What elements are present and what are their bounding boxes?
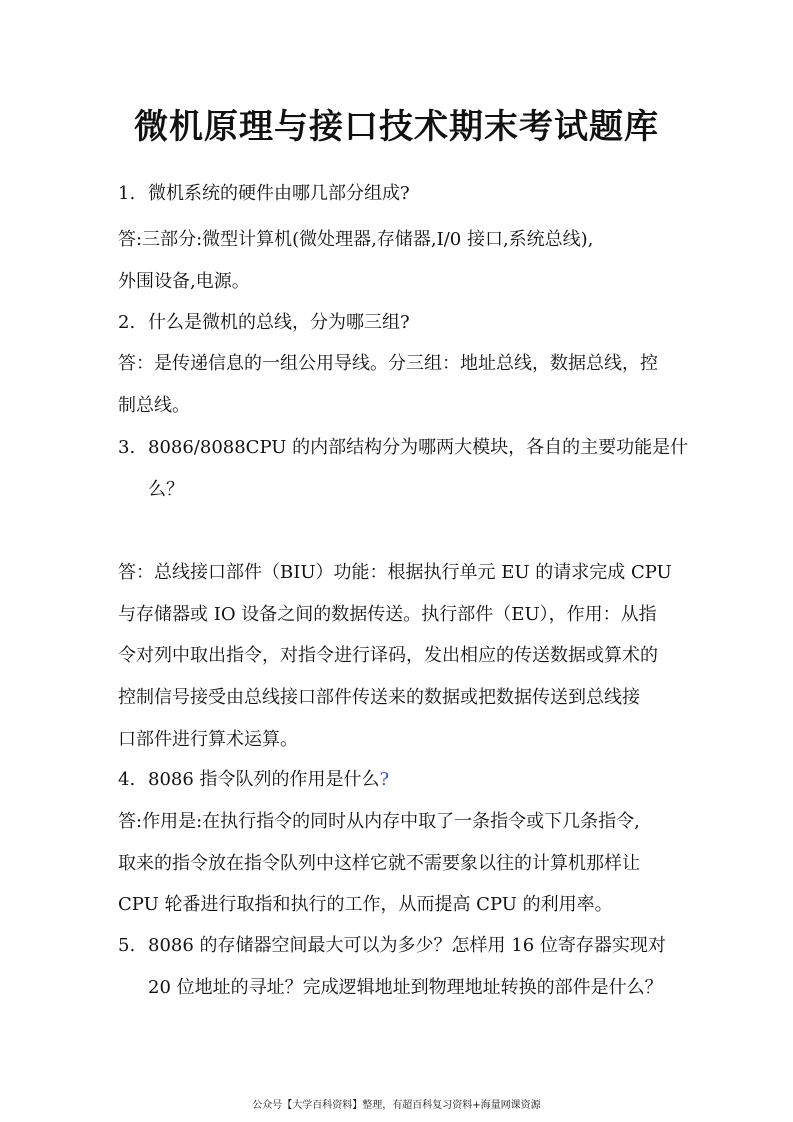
- answer-line: 答:三部分:微型计算机(微处理器,存储器,I/0 接口,系统总线),: [118, 229, 594, 250]
- page-title: 微机原理与接口技术期末考试题库: [134, 107, 659, 147]
- question-text: 什么是微机的总线，分为哪三组?: [148, 312, 410, 333]
- question-text: 微机系统的硬件由哪几部分组成?: [148, 183, 410, 204]
- question-text-cont: 么？: [148, 479, 184, 500]
- question-1: [118, 185, 410, 203]
- page-footer: 公众号【大学百科资料】整理，有超百科复习资料+海量网课资源: [252, 1100, 541, 1111]
- question-2: [118, 314, 410, 332]
- question-number: 4.: [118, 769, 136, 790]
- question-text: 8086/8088CPU 的内部结构分为哪两大模块，各自的主要功能是什: [148, 437, 689, 458]
- answer-line: 外围设备,电源。: [118, 271, 250, 292]
- question-5: [118, 937, 666, 955]
- answer-line: 口部件进行算术运算。: [118, 729, 298, 750]
- question-text-cont: 20 位地址的寻址？完成逻辑地址到物理地址转换的部件是什么？: [148, 977, 663, 998]
- answer-line: 制总线。: [118, 395, 190, 416]
- question-number: 2.: [118, 312, 136, 333]
- question-number: 1.: [118, 183, 136, 204]
- answer-line: 与存储器或 IO 设备之间的数据传送。执行部件（EU），作用：从指: [118, 604, 657, 625]
- question-number: 5.: [118, 935, 136, 956]
- answer-line: 答:作用是:在执行指令的同时从内存中取了一条指令或下几条指令,: [118, 811, 640, 832]
- answer-line: 控制信号接受由总线接口部件传送来的数据或把数据传送到总线接: [118, 687, 640, 708]
- question-mark: ?: [379, 769, 390, 790]
- question-text: 8086 指令队列的作用是什么: [148, 769, 380, 790]
- answer-line: 令对列中取出指令，对指令进行译码，发出相应的传送数据或算术的: [118, 645, 658, 666]
- answer-line: 答：是传递信息的一组公用导线。分三组：地址总线，数据总线，控: [118, 353, 658, 374]
- answer-line: 取来的指令放在指令队列中这样它就不需要象以往的计算机那样让: [118, 853, 640, 874]
- question-3: [118, 439, 688, 457]
- answer-line: CPU 轮番进行取指和执行的工作，从而提高 CPU 的利用率。: [118, 894, 613, 915]
- answer-line: 答：总线接口部件（BIU）功能：根据执行单元 EU 的请求完成 CPU: [118, 562, 672, 583]
- question-text: 8086 的存储器空间最大可以为多少？怎样用 16 位寄存器实现对: [148, 935, 666, 956]
- question-4: [118, 771, 389, 789]
- question-number: 3.: [118, 437, 136, 458]
